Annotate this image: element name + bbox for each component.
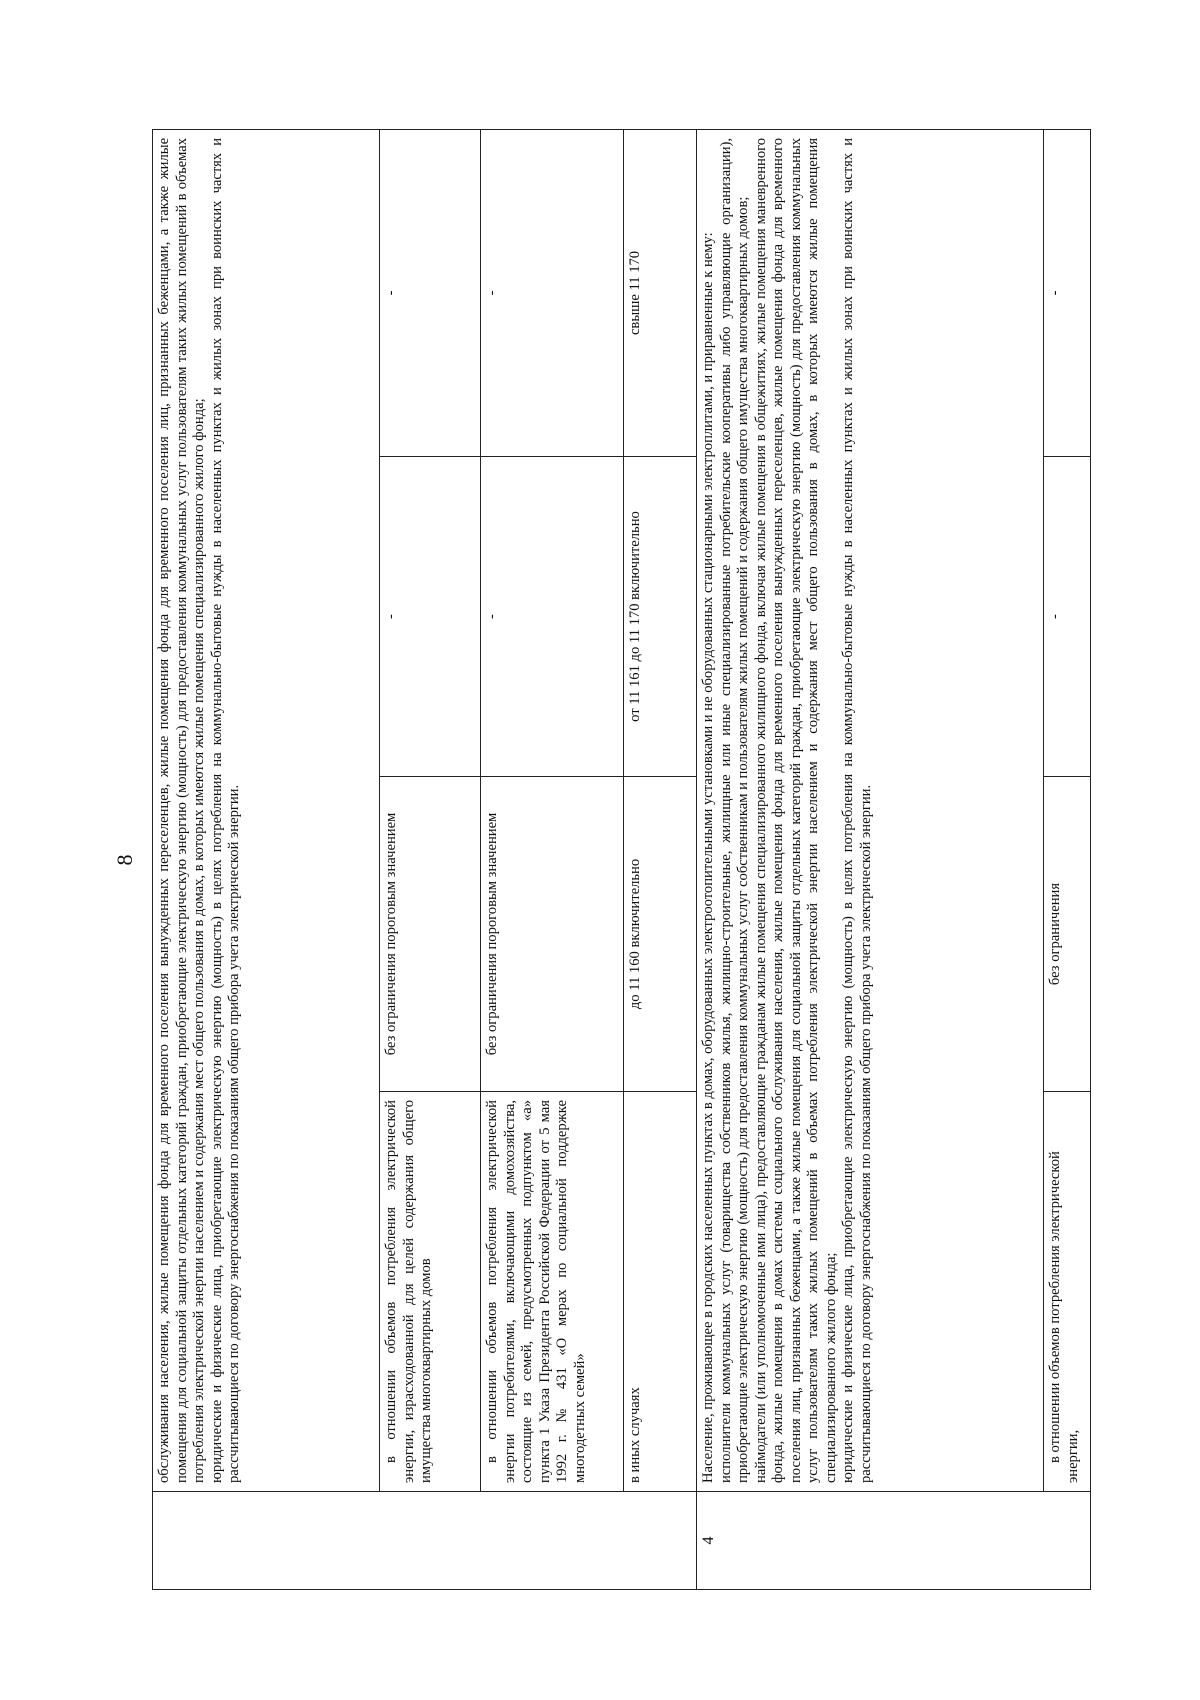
sub-row-value: - — [1044, 129, 1091, 456]
page-number: 8 — [112, 854, 137, 866]
row-description — [697, 129, 1044, 1491]
table-row — [481, 129, 624, 1589]
tariff-table — [152, 129, 1091, 1590]
paragraph: Население, проживающее в городских населенных пунктах в домах, оборудованных электроотопительными установками и не оборудованных стационарными электроплитами, и приравненные к нему: — [700, 232, 716, 1483]
sub-row-value: до 11 160 включительно — [624, 777, 697, 1092]
paragraph: обслуживания населения, жилые помещения фонда для временного поселения вынужденных переселенцев, жилые помещения фонда для временного поселения лиц, признанных беженцами, а также жилые помещения для социальной защиты отдельных категорий граждан, приобретающие электрическую энергию (мощность) для предоставления коммунальных услуг пользователям таких жилых помещений в объемах потребления электрической энергии населением и содержания мест общего пользования в домах, в которых имеются жилые помещения специализированного жилого фонда; — [156, 137, 207, 1483]
sub-row-label: в отношении объемов потребления электрической энергии, израсходованной для целей содержания общего имущества многоквартирных домов — [380, 1092, 481, 1492]
sub-row-value: от 11 161 до 11 170 включительно — [624, 457, 697, 777]
sub-row-value: свыше 11 170 — [624, 129, 697, 456]
sub-row-value: - — [380, 457, 481, 777]
table-row — [624, 129, 697, 1589]
table-row — [153, 129, 380, 1589]
sub-row-label: в иных случаях — [624, 1092, 697, 1492]
sub-row-label: в отношении объемов потребления электрической энергии потребителями, включающими домохозяйства, состоящие из семей, предусмотренных подпунктом «а» пункта 1 Указа Президента Российской Федерации от 5 мая 1992 г. № 431 «О мерах по социальной поддержке многодетных семей» — [481, 1092, 624, 1492]
paragraph: юридические и физические лица, приобретающие электрическую энергию (мощность) в целях потребления на коммунально-бытовые нужды в населенных пунктах и жилых зонах при воинских частях и рассчитывающиеся по договору энергоснабжения по показаниям общего прибора учета электрической энергии. — [208, 137, 242, 1483]
row-description — [153, 129, 380, 1491]
rotated-page — [110, 130, 1090, 1590]
sub-row-value: без ограничения — [1044, 777, 1091, 1092]
sub-row-value: - — [380, 129, 481, 456]
paragraph: юридические и физические лица, приобретающие электрическую энергию (мощность) в целях потребления на коммунально-бытовые нужды в населенных пунктах и жилых зонах при воинских частях и рассчитывающиеся по договору энергоснабжения по показаниям общего прибора учета электрической энергии. — [840, 137, 874, 1483]
table-row — [1044, 129, 1091, 1589]
sub-row-value: без ограничения пороговым значением — [481, 777, 624, 1092]
paragraph: наймодатели (или уполномоченные ими лица), предоставляющие гражданам жилые помещения специализированного жилищного фонда, включая жилые помещения в общежитиях, жилые помещения маневренного фонда, жилые помещения в домах системы социального обслуживания населения, жилые помещения фонда для временного поселения вынужденных переселенцев, жилые помещения фонда для временного поселения лиц, признанных беженцами, а также жилые помещения для социальной защиты отдельных категорий граждан, приобретающие электрическую энергию (мощность) для предоставления коммунальных услуг пользователям таких жилых помещений в объемах потребления электрической энергии населением и содержания мест общего пользования в домах, в которых имеются жилые помещения специализированного жилого фонда; — [752, 137, 839, 1483]
paragraph: исполнители коммунальных услуг (товарищества собственников жилья, жилищно-строительные, жилищные или иные специализированные потребительские кооперативы либо управляющие организации), приобретающие электрическую энергию (мощность) для предоставления коммунальных услуг собственникам и пользователям жилых помещений и содержания общего имущества многоквартирных домов; — [717, 137, 751, 1483]
row-number: 4 — [697, 1492, 1091, 1590]
sub-row-value: без ограничения пороговым значением — [380, 777, 481, 1092]
sub-row-value: - — [481, 457, 624, 777]
table-row — [697, 129, 1044, 1589]
sub-row-value: - — [481, 129, 624, 456]
row-number — [153, 1492, 697, 1590]
sub-row-value: - — [1044, 457, 1091, 777]
sub-row-label: в отношении объемов потребления электрической энергии, — [1044, 1092, 1091, 1492]
table-row — [380, 129, 481, 1589]
